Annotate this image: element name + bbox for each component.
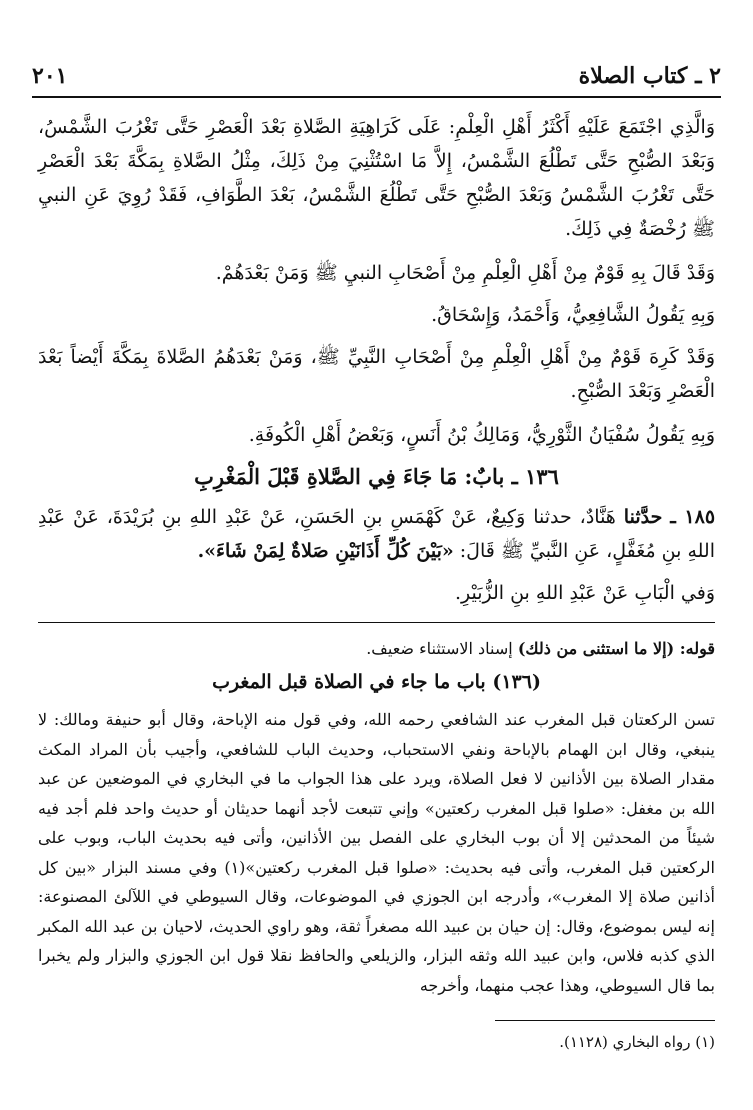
note-lead: قوله: (إلا ما استثنى من ذلك)	[517, 639, 715, 658]
hadith-lead: حدَّثنا	[623, 506, 663, 528]
hadith-text: هَنَّادٌ، حدثنا وَكِيعٌ، عَنْ كَهْمَسِ بنِ الحَسَنِ، عَنْ عَبْدِ اللهِ بنِ بُرَيْدَةَ، عَنْ عَبْدِ اللهِ بنِ مُغَفَّلٍ، عَنِ النَّبيِّ ﷺ قَالَ:	[38, 506, 715, 562]
hadith-quote: «بَيْنَ كُلِّ أَذَانَيْنِ صَلاةٌ لِمَنْ شَاءَ».	[197, 540, 454, 562]
hadith-number: ١٨٥ ـ	[670, 506, 716, 528]
chapter-title: ٢ ـ كتاب الصلاة	[578, 63, 721, 89]
commentary-heading: (١٣٦) باب ما جاء في الصلاة قبل المغرب	[212, 671, 541, 693]
page-number: ٢٠١	[32, 63, 68, 89]
main-paragraph: وَقَدْ كَرِهَ قَوْمٌ مِنْ أَهْلِ الْعِلْمِ مِنْ أَصْحَابِ النَّبِيِّ ﷺ، وَمَنْ بَعْدَهُمُ الصَّلاةَ بِمَكَّةَ أَيْضاً بَعْدَ الْعَصْرِ وَبَعْدَ الصُّبْحِ.	[38, 346, 715, 402]
note-text: إسناد الاستثناء ضعيف.	[366, 639, 513, 658]
main-text	[38, 110, 715, 620]
header-divider	[32, 96, 721, 98]
footnote: (١) رواه البخاري (١١٢٨).	[559, 1033, 715, 1051]
page-header	[32, 58, 721, 94]
commentary-body: تسن الركعتان قبل المغرب عند الشافعي رحمه الله، وفي قول منه الإباحة، وقال أبو حنيفة ومالك: لا ينبغي، وقال ابن الهمام بالإباحة ونفي الاستحباب، وحديث الباب للشافعي، وأجيب بأن المراد المكث مقدار الصلاة بين الأذانين لا فعل الصلاة، ويرد على هذا الجواب ما في البخاري في الموضعين عن عبد الله بن مغفل: «صلوا قبل المغرب ركعتين» وإني تتبعت لأجد أنهما حديثان أو حديث واحد فلم أجد فيه شيئاً من المحدثين إلا أن بوب البخاري على الفصل بين الأذانين، وأتى فيه بحديث الباب، وبوب على الركعتين قبل المغرب، وأتى فيه بحديث: «صلوا قبل المغرب ركعتين»(١) وفي مسند البزار «بين كل أذانين صلاة إلا المغرب»، وأدرجه ابن الجوزي في الموضوعات، وقال السيوطي في اللآلئ المصنوعة: إنه ليس بموضوع، وقال: إن حيان بن عبيد الله مصغراً ثقة، وهو راوي الحديث، لاحيان بن عبد الله المكبر الذي كذبه فلاس، وابن عبيد الله وثقه البزار، والزيلعي والحافظ نقلا قول ابن الجوزي والبزار ولم يخبرا بما قال السيوطي، وهذا عجب منهما، وأخرجه	[38, 710, 715, 995]
commentary-divider	[38, 622, 715, 623]
main-paragraph: وَبِهِ يَقُولُ سُفْيَانُ الثَّوْرِيُّ، وَمَالِكُ بْنُ أَنَسٍ، وَبَعْضُ أَهْلِ الْكُوفَةِ.	[248, 424, 715, 446]
closing-line: وَفي الْبَابِ عَنْ عَبْدِ اللهِ بنِ الزُّبَيْرِ.	[454, 582, 715, 604]
main-paragraph: وَقَدْ قَالَ بِهِ قَوْمٌ مِنْ أَهْلِ الْعِلْمِ مِنْ أَصْحَابِ النبيِ ﷺ وَمَنْ بَعْدَهُمْ.	[215, 262, 715, 284]
footnote-divider	[495, 1020, 715, 1021]
main-paragraph: وَبِهِ يَقُولُ الشَّافِعِيُّ، وَأَحْمَدُ، وَإِسْحَاقُ.	[431, 304, 715, 326]
commentary-note	[38, 634, 715, 663]
commentary	[38, 634, 715, 1000]
chapter-heading: ١٣٦ ـ بابٌ: مَا جَاءَ فِي الصَّلاةِ قَبْلَ الْمَغْرِبِ	[194, 464, 559, 489]
main-paragraph: وَالَّذِي اجْتَمَعَ عَلَيْهِ أَكْثَرُ أَهْلِ الْعِلْمِ: عَلَى كَرَاهِيَةِ الصَّلاةِ بَعْدَ الْعَصْرِ حَتَّى تَغْرُبَ الشَّمْسُ، وَبَعْدَ الصُّبْحِ حَتَّى تَطْلُعَ الشَّمْسُ، إِلاَّ مَا اسْتُثْنِيَ مِنْ ذَلِكَ، مِثْلُ الصَّلاةِ بِمَكَّةَ بَعْدَ الْعَصْرِ حَتَّى تَغْرُبَ الشَّمْسُ وَبَعْدَ الصُّبْحِ حَتَّى تَطْلُعَ الشَّمْسُ، بَعْدَ الطَّوَافِ، فَقَدْ رُوِيَ عَنِ النبيِ ﷺ رُخْصَةٌ فِي ذَلِكَ.	[38, 116, 715, 240]
hadith-paragraph	[38, 500, 715, 568]
